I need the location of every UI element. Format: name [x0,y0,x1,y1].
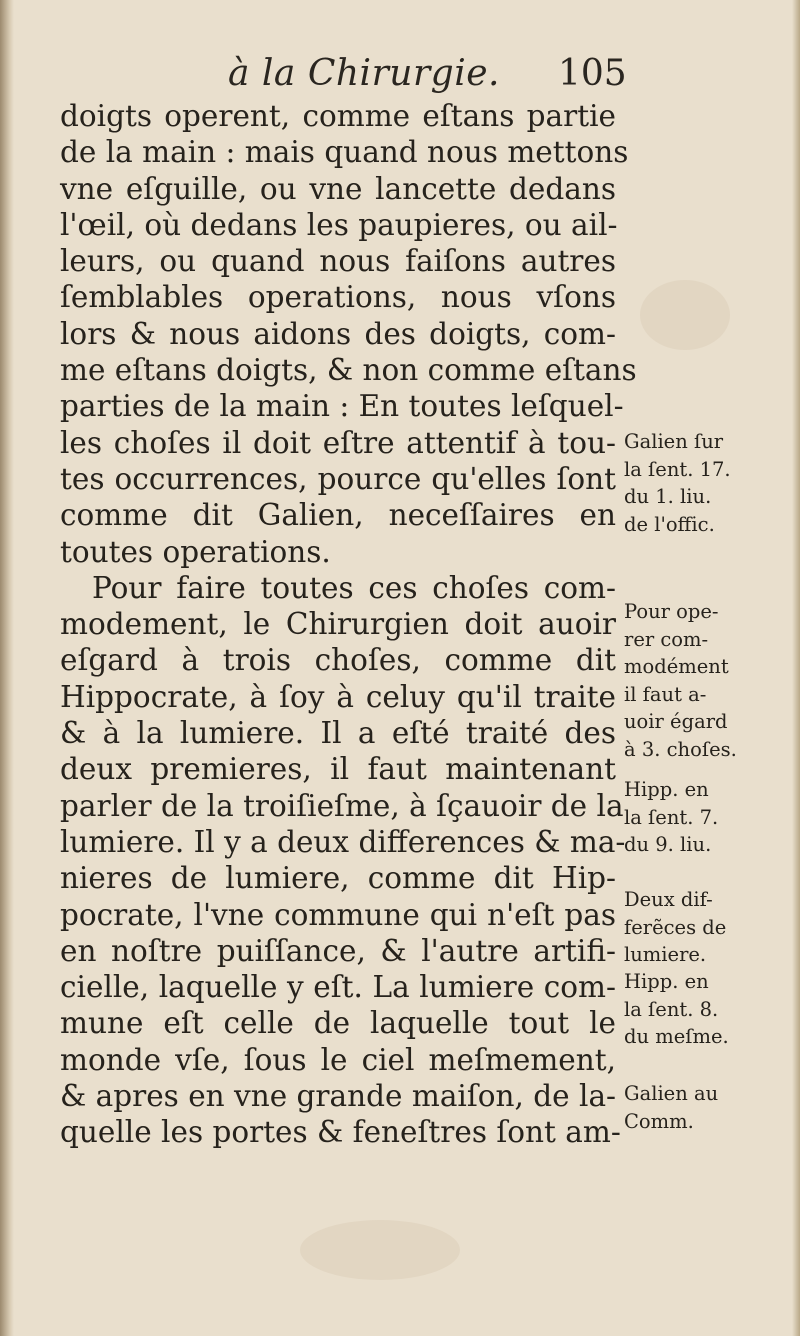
text-line: l'œil, où dedans les paupieres, ou ail- [60,207,618,242]
margin-note-line: du 9. liu. [624,833,712,856]
text-line: tes occurrences, pource qu'elles ſont [60,461,616,496]
margin-note-line: Comm. [624,1109,694,1133]
page-edge [792,0,800,1336]
margin-note-line: il faut a- [624,682,707,706]
text-line: pocrate, l'vne commune qui n'eſt pas [60,897,616,932]
text-line: lors & nous aidons des doigts, com- [60,316,616,351]
margin-note-line: à 3. choſes. [624,737,737,761]
page-header [0,46,800,102]
margin-note-line: ferẽces de [624,915,727,939]
text-line: parler de la troiſieſme, à ſçauoir de la [60,788,624,823]
text-line: ſemblables operations, nous vſons [60,280,616,315]
text-line: comme dit Galien, neceſſaires en [60,498,616,533]
body-text [60,98,637,1151]
margin-note-line: du meſme. [624,1025,729,1048]
margin-note-line: Hipp. en [624,970,709,993]
page-number: 105 [558,53,627,94]
margin-note-line: uoir égard [624,710,728,733]
margin-note [624,886,764,969]
paper-stain [300,1220,460,1280]
text-line: toutes operations. [60,534,331,569]
text-line: les choſes il doit eſtre attentif à tou- [60,425,616,460]
margin-note-line: Galien au [624,1082,719,1105]
margin-note-line: rer com- [624,627,709,651]
running-head: à la Chirurgie. [228,53,500,94]
margin-note-line: la ſent. 8. [624,997,719,1021]
text-line: lumiere. Il y a deux differences & ma- [60,824,626,859]
margin-note-line: du 1. liu. [624,485,712,508]
text-line: deux premieres, il faut maintenant [60,752,616,787]
text-line: & apres en vne grande maiſon, de la- [60,1079,616,1114]
text-line: en noſtre puiſſance, & l'autre artifi- [60,933,616,968]
paper-stain [640,280,730,350]
margin-note [624,1080,764,1135]
margin-note [624,598,764,763]
text-line: Pour faire toutes ces choſes com- [92,570,616,605]
margin-note-line: de l'offic. [624,512,715,536]
margin-note-line: Galien ſur [624,430,724,453]
text-line: doigts operent, comme eſtans partie [60,99,616,133]
margin-note [624,428,764,538]
page-gutter-shadow [0,0,14,1336]
text-line: monde vſe, ſous le ciel meſmement, [60,1042,616,1077]
text-line: & à la lumiere. Il a eſté traité des [60,716,616,751]
text-line: mune eſt celle de laquelle tout le [60,1006,616,1041]
margin-note-line: Pour ope- [624,600,719,623]
text-line: de la main : mais quand nous mettons [60,135,629,170]
margin-note-line: la ſent. 17. [624,457,731,481]
margin-note-line: lumiere. [624,943,707,966]
text-line: vne eſguille, ou vne lancette dedans [60,171,616,206]
text-line: parties de la main : En toutes leſquel- [60,389,624,424]
margin-note-line: Deux dif- [624,888,713,911]
text-line: modement, le Chirurgien doit auoir [60,607,616,642]
text-line: Hippocrate, à ſoy à celuy qu'il traite [60,679,616,714]
text-line: quelle les portes & feneſtres ſont am- [60,1115,621,1150]
margin-note-line: la ſent. 7. [624,805,719,829]
text-line: nieres de lumiere, comme dit Hip- [60,861,616,896]
text-line: cielle, laquelle y eſt. La lumiere com- [60,970,616,1005]
margin-note-line: Hipp. en [624,778,709,801]
margin-note-line: modément [624,655,729,678]
text-line: eſgard à trois choſes, comme dit [60,643,616,678]
margin-note [624,968,764,1051]
text-line: leurs, ou quand nous faiſons autres [60,244,616,279]
margin-note [624,776,764,859]
text-line: me eſtans doigts, & non comme eſtans [60,353,637,388]
